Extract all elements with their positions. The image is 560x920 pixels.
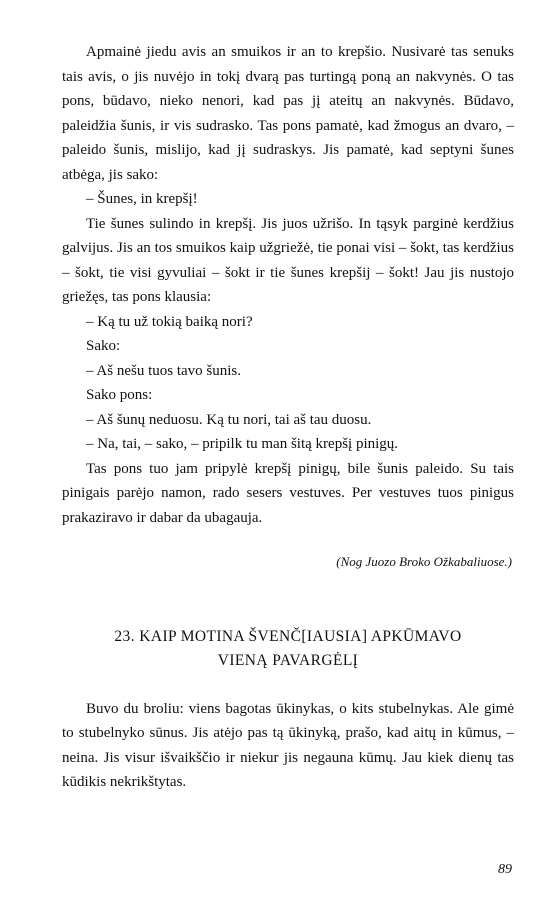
dialogue-line: – Aš šunų neduosu. Ką tu nori, tai aš tau duosu. bbox=[86, 411, 372, 428]
paragraph: Tas pons tuo jam pripylė krepšį pinigų, bile šunis paleido. Su tais pinigais parėjo namon, rado sesers vestuves. Per vestuves tuos pinigus prakaziravo ir dabar da ubagauja. bbox=[62, 460, 514, 526]
dialogue-line: – Aš nešu tuos tavo šunis. bbox=[86, 362, 242, 379]
page-text bbox=[62, 40, 514, 795]
heading-line: VIENĄ PAVARGĖLĮ bbox=[217, 651, 359, 669]
dialogue-line: Sako pons: bbox=[86, 387, 153, 403]
paragraph: Buvo du broliu: viens bagotas ūkinykas, o kits stubelnykas. Ale gimė to stubelnyko sūnus. Jis atėjo pas tą ūkinyką, prašo, kad aitų in kūmus, – neina. Jis visur išvaikščio ir niekur jis negauna kūmų. Jau kiek dienų tas kūdikis nekrikštytas. bbox=[62, 700, 514, 790]
page-number: 89 bbox=[498, 862, 512, 877]
paragraph: Apmainė jiedu avis an smuikos ir an to krepšio. Nusivarė tas senuks tais avis, o jis nuvėjo in tokį dvarą pas turtingą poną an nakvynės. O tas pons, būdavo, nieko nenori, kad pas jį ateitų an nakvynės. Būdavo, paleidžia šunis, ir vis sudrasko. Tas pons pamatė, kad žmogus an dvaro, – paleido šunis, mislijo, kad jį sudraskys. Jis pamatė, kad septyni šunes atbėga, jis sako: bbox=[62, 44, 514, 183]
dialogue-line: – Na, tai, – sako, – pripilk tu man šitą krepšį pinigų. bbox=[86, 436, 399, 452]
story-heading bbox=[62, 625, 514, 673]
dialogue-line: Sako: bbox=[86, 338, 121, 354]
dialogue-line: – Šunes, in krepšį! bbox=[86, 191, 198, 207]
source-note: (Nog Juozo Broko Ožkabaliuose.) bbox=[336, 554, 512, 569]
heading-line: 23. KAIP MOTINA ŠVENČ[IAUSIA] APKŪMAVO bbox=[114, 627, 462, 645]
paragraph: Tie šunes sulindo in krepšį. Jis juos užrišo. In tąsyk parginė kerdžius galvijus. Jis an tos smuikos kaip užgriežė, tie ponai visi – šokt, tas kerdžius – šokt, tie visi gyvuliai – šokt ir tie šunes krepšij – šokt! Jau jis nustojo griežęs, tas pons klausia: bbox=[62, 215, 514, 305]
dialogue-line: – Ką tu už tokią baiką nori? bbox=[86, 313, 253, 330]
